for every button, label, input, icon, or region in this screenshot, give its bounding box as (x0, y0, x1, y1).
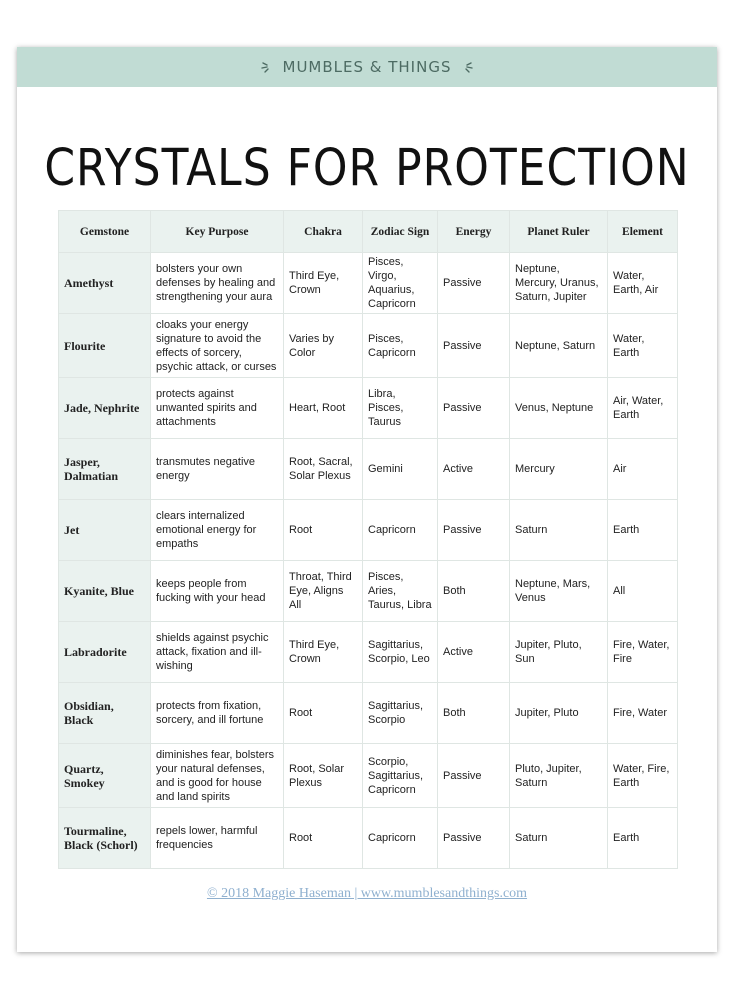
gemstone-cell: Amethyst (59, 253, 151, 314)
gemstone-cell: Flourite (59, 314, 151, 378)
element-cell: All (608, 561, 678, 622)
energy-cell: Passive (438, 253, 510, 314)
zodiac-cell: Pisces, Capricorn (363, 314, 438, 378)
zodiac-cell: Gemini (363, 439, 438, 500)
key-purpose-cell: protects from fixation, sorcery, and ill fortune (151, 683, 284, 744)
gemstone-cell: Jade, Nephrite (59, 378, 151, 439)
table-row (59, 314, 678, 378)
gemstone-cell: Obsidian, Black (59, 683, 151, 744)
zodiac-cell: Pisces, Virgo, Aquarius, Capricorn (363, 253, 438, 314)
energy-cell: Both (438, 683, 510, 744)
brand-name: MUMBLES & THINGS (282, 58, 452, 76)
gemstone-cell: Labradorite (59, 622, 151, 683)
energy-cell: Passive (438, 808, 510, 869)
planet-ruler-cell: Neptune, Mars, Venus (510, 561, 608, 622)
zodiac-cell: Capricorn (363, 500, 438, 561)
column-header: Chakra (284, 211, 363, 253)
copyright-link[interactable]: © 2018 Maggie Haseman | www.mumblesandthings.com (206, 886, 528, 901)
planet-ruler-cell: Jupiter, Pluto (510, 683, 608, 744)
energy-cell: Passive (438, 500, 510, 561)
table-header-row (59, 211, 678, 253)
table-row (59, 439, 678, 500)
gemstone-cell: Jasper, Dalmatian (59, 439, 151, 500)
chakra-cell: Third Eye, Crown (284, 622, 363, 683)
brand-logo (261, 58, 474, 76)
column-header: Element (608, 211, 678, 253)
gemstone-cell: Jet (59, 500, 151, 561)
energy-cell: Passive (438, 314, 510, 378)
element-cell: Earth (608, 500, 678, 561)
energy-cell: Active (438, 622, 510, 683)
chakra-cell: Throat, Third Eye, Aligns All (284, 561, 363, 622)
energy-cell: Passive (438, 744, 510, 808)
crystals-table (58, 210, 678, 869)
table-row (59, 500, 678, 561)
zodiac-cell: Scorpio, Sagittarius, Capricorn (363, 744, 438, 808)
column-header: Energy (438, 211, 510, 253)
table-row (59, 744, 678, 808)
chakra-cell: Root (284, 500, 363, 561)
zodiac-cell: Pisces, Aries, Taurus, Libra (363, 561, 438, 622)
planet-ruler-cell: Saturn (510, 500, 608, 561)
element-cell: Air, Water, Earth (608, 378, 678, 439)
key-purpose-cell: repels lower, harmful frequencies (151, 808, 284, 869)
key-purpose-cell: keeps people from fucking with your head (151, 561, 284, 622)
column-header: Planet Ruler (510, 211, 608, 253)
chakra-cell: Root, Sacral, Solar Plexus (284, 439, 363, 500)
chakra-cell: Heart, Root (284, 378, 363, 439)
chakra-cell: Third Eye, Crown (284, 253, 363, 314)
element-cell: Water, Fire, Earth (608, 744, 678, 808)
zodiac-cell: Sagittarius, Scorpio (363, 683, 438, 744)
column-header: Gemstone (59, 211, 151, 253)
element-cell: Fire, Water (608, 683, 678, 744)
page-title: CRYSTALS FOR PROTECTION (44, 139, 690, 198)
gemstone-cell: Quartz, Smokey (59, 744, 151, 808)
header-banner (17, 47, 717, 87)
table-row (59, 253, 678, 314)
chakra-cell: Root, Solar Plexus (284, 744, 363, 808)
key-purpose-cell: shields against psychic attack, fixation and ill-wishing (151, 622, 284, 683)
element-cell: Water, Earth, Air (608, 253, 678, 314)
key-purpose-cell: cloaks your energy signature to avoid the effects of sorcery, psychic attack, or curses (151, 314, 284, 378)
planet-ruler-cell: Neptune, Mercury, Uranus, Saturn, Jupiter (510, 253, 608, 314)
column-header: Zodiac Sign (363, 211, 438, 253)
table-row (59, 561, 678, 622)
planet-ruler-cell: Saturn (510, 808, 608, 869)
chakra-cell: Root (284, 808, 363, 869)
key-purpose-cell: bolsters your own defenses by healing and strengthening your aura (151, 253, 284, 314)
column-header: Key Purpose (151, 211, 284, 253)
table-row (59, 622, 678, 683)
energy-cell: Active (438, 439, 510, 500)
element-cell: Earth (608, 808, 678, 869)
element-cell: Air (608, 439, 678, 500)
document-page (17, 47, 717, 952)
gemstone-cell: Kyanite, Blue (59, 561, 151, 622)
gemstone-cell: Tourmaline, Black (Schorl) (59, 808, 151, 869)
zodiac-cell: Libra, Pisces, Taurus (363, 378, 438, 439)
zodiac-cell: Capricorn (363, 808, 438, 869)
key-purpose-cell: transmutes negative energy (151, 439, 284, 500)
key-purpose-cell: clears internalized emotional energy for empaths (151, 500, 284, 561)
sparkle-left-icon (261, 60, 275, 74)
sparkle-right-icon (459, 60, 473, 74)
chakra-cell: Varies by Color (284, 314, 363, 378)
planet-ruler-cell: Pluto, Jupiter, Saturn (510, 744, 608, 808)
planet-ruler-cell: Jupiter, Pluto, Sun (510, 622, 608, 683)
energy-cell: Both (438, 561, 510, 622)
element-cell: Fire, Water, Fire (608, 622, 678, 683)
element-cell: Water, Earth (608, 314, 678, 378)
planet-ruler-cell: Venus, Neptune (510, 378, 608, 439)
table-row (59, 378, 678, 439)
chakra-cell: Root (284, 683, 363, 744)
key-purpose-cell: diminishes fear, bolsters your natural defenses, and is good for house and land spirits (151, 744, 284, 808)
key-purpose-cell: protects against unwanted spirits and attachments (151, 378, 284, 439)
zodiac-cell: Sagittarius, Scorpio, Leo (363, 622, 438, 683)
planet-ruler-cell: Mercury (510, 439, 608, 500)
energy-cell: Passive (438, 378, 510, 439)
table-row (59, 808, 678, 869)
table-row (59, 683, 678, 744)
planet-ruler-cell: Neptune, Saturn (510, 314, 608, 378)
